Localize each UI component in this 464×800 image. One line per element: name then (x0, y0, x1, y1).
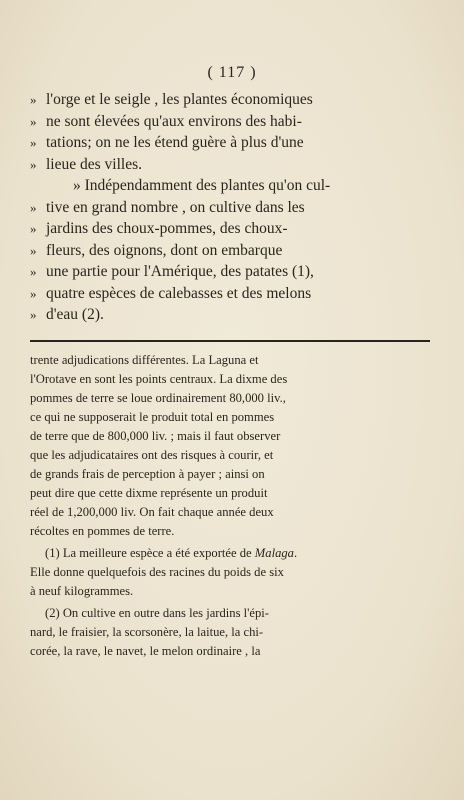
note-line: récoltes en pommes de terre. (30, 524, 175, 538)
main-line-text: une partie pour l'Amérique, des patates (1), (46, 263, 314, 280)
note-line: de terre que de 800,000 liv. ; mais il faut observer (30, 429, 281, 443)
note-line: réel de 1,200,000 liv. On fait chaque année deux (30, 505, 274, 519)
footnote-line: Elle donne quelquefois des racines du poids de six (30, 565, 284, 579)
note-line: trente adjudications différentes. La Laguna et (30, 353, 259, 367)
main-line-text: jardins des choux-pommes, des choux- (46, 220, 288, 237)
footnote-line: (2) On cultive en outre dans les jardins l'épi- (45, 606, 269, 620)
quote-mark: » (30, 264, 37, 279)
quote-mark: » (30, 285, 37, 301)
main-line-3 (30, 132, 360, 154)
main-line-1 (30, 89, 360, 111)
note-line: pommes de terre se loue ordinairement 80,000 liv., (30, 391, 286, 405)
quote-mark: » (30, 307, 37, 322)
note-line: l'Orotave en sont les points centraux. La dixme des (30, 372, 288, 386)
main-line-8 (30, 240, 360, 262)
quote-mark: » (30, 135, 37, 150)
main-line-4 (30, 154, 360, 176)
note-line: de grands frais de perception à payer ; ainsi on (30, 467, 265, 481)
continued-note-block (30, 351, 420, 541)
quote-mark: » (30, 242, 37, 258)
footnote-divider (30, 340, 430, 342)
quote-mark: » (30, 113, 37, 129)
quote-mark: » (30, 221, 37, 236)
footnote-line (30, 544, 420, 563)
quote-mark: » (30, 199, 37, 215)
footnote-line: nard, le fraisier, la scorsonère, la laitue, la chi- (30, 625, 264, 639)
quote-mark: » (30, 92, 37, 107)
footnote-text: (1) La meilleure espèce a été exportée de (45, 546, 255, 560)
note-line: que les adjudicataires ont des risques à courir, et (30, 448, 274, 462)
main-line-text: tations; on ne les étend guère à plus d'une (46, 134, 304, 151)
main-line-9 (30, 261, 360, 283)
main-line-text: lieue des villes. (46, 155, 142, 173)
main-line-2 (30, 111, 360, 133)
footnote-line: corée, la rave, le navet, le melon ordinaire , la (30, 644, 261, 658)
quote-mark: » (30, 156, 37, 172)
main-line-5 (30, 175, 360, 197)
footnote-2 (30, 604, 420, 661)
note-line: peut dire que cette dixme représente un produit (30, 486, 268, 500)
main-line-text: d'eau (2). (46, 306, 104, 323)
main-line-text: tive en grand nombre , on cultive dans les (46, 198, 305, 216)
footnote-line: à neuf kilogrammes. (30, 584, 134, 598)
main-line-text: quatre espèces de calebasses et des melons (46, 284, 312, 302)
footnote-italic-place: Malaga (254, 546, 294, 560)
main-line-text: ne sont élevées qu'aux environs des habi- (46, 112, 302, 130)
main-text-block (30, 89, 360, 326)
footnote-1 (30, 544, 420, 601)
main-line-6 (30, 197, 360, 219)
note-line: ce qui ne supposerait le produit total en pommes (30, 410, 275, 424)
page-number: ( 117 ) (207, 64, 257, 81)
main-line-text: » Indépendamment des plantes qu'on cul- (73, 177, 331, 194)
main-line-text: fleurs, des oignons, dont on embarque (46, 241, 283, 259)
main-line-11 (30, 304, 360, 326)
main-line-text: l'orge et le seigle , les plantes économiques (46, 91, 313, 108)
footnote-text: . (293, 546, 298, 560)
main-line-7 (30, 218, 360, 240)
main-line-10 (30, 283, 360, 305)
